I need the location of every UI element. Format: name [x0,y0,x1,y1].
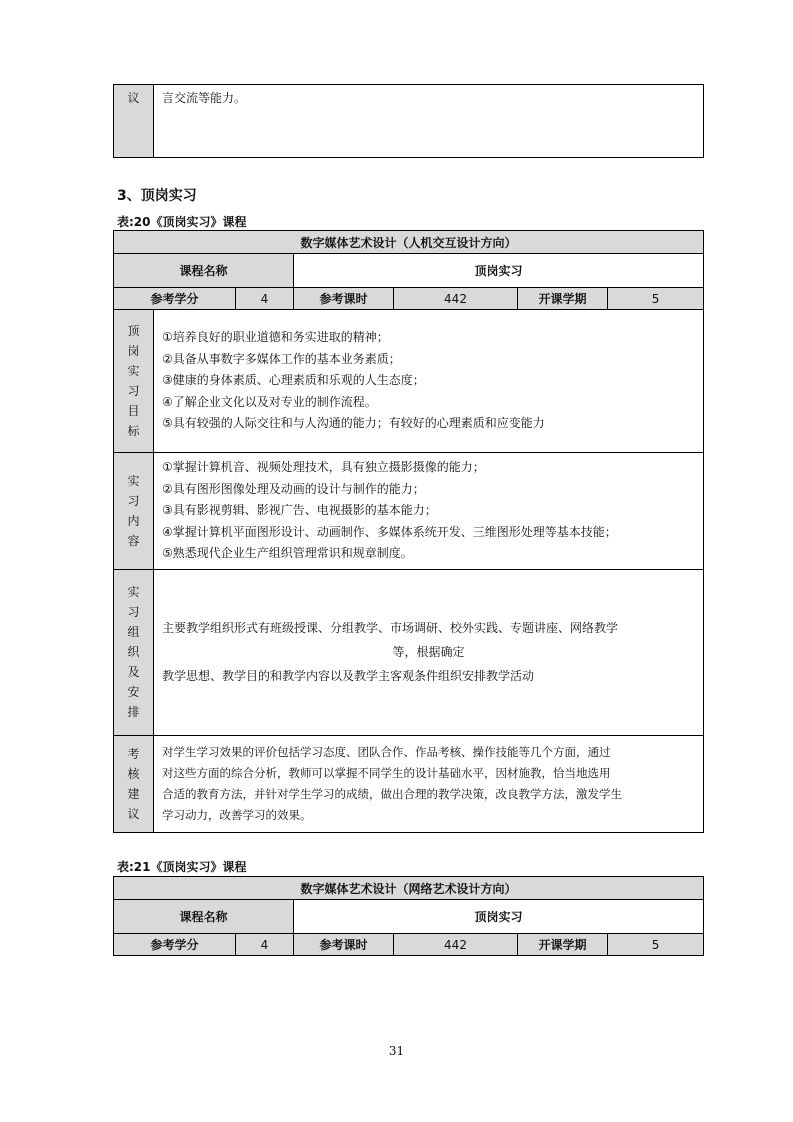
term-value: 5 [608,934,704,956]
term-label: 开课学期 [518,288,608,310]
org-content: 主要教学组织形式有班级授课、分组教学、市场调研、校外实践、专题讲座、网络教学 等，根据确定 教学思想、教学目的和教学内容以及教学主客观条件组织安排教学活动 [154,569,704,735]
credit-value: 4 [236,934,294,956]
goals-content: ①培养良好的职业道德和务实进取的精神； ②具备从事数字多媒体工作的基本业务素质； ③健康的身体素质、心理素质和乐观的人生态度； ④了解企业文化以及对专业的制作流程。 ⑤具有较强的人际交往和与人沟通的能力；有较好的心理素质和应变能力 [154,310,704,453]
course-name-label: 课程名称 [114,254,294,288]
section-heading: 3、顶岗实习 [117,188,197,204]
course-name-value: 顶岗实习 [294,900,704,934]
assess-label-tail: 议 [114,85,154,158]
credit-label: 参考学分 [114,288,236,310]
table20-caption: 表:20《顶岗实习》课程 [117,215,247,229]
content-label: 实 习 内 容 [114,453,154,570]
credit-label: 参考学分 [114,934,236,956]
hours-label: 参考课时 [294,288,394,310]
table20-title: 数字媒体艺术设计（人机交互设计方向） [114,231,704,254]
assess-content: 对学生学习效果的评价包括学习态度、团队合作、作品考核、操作技能等几个方面，通过 对这些方面的综合分析，教师可以掌握不同学生的设计基础水平，因材施教，恰当地选用 合适的教育方法，并针对学生学习的成绩，做出合理的教学决策，改良教学方法，激发学生 学习动力，改善学习的效果。 [154,735,704,832]
assess-label: 考 核 建 议 [114,735,154,832]
assess-text-tail: 言交流等能力。 [154,85,704,158]
table21 [113,876,704,956]
practice-content: ①掌握计算机音、视频处理技术，具有独立摄影摄像的能力； ②具有图形图像处理及动画的设计与制作的能力； ③具有影视剪辑、影视广告、电视摄影的基本能力； ④掌握计算机平面图形设计、动画制作、多媒体系统开发、三维图形处理等基本技能； ⑤熟悉现代企业生产组织管理常识和规章制度。 [154,453,704,570]
page-number: 31 [388,1044,405,1058]
table20 [113,230,704,833]
credit-value: 4 [236,288,294,310]
table21-title: 数字媒体艺术设计（网络艺术设计方向） [114,877,704,900]
course-name-label: 课程名称 [114,900,294,934]
course-name-value: 顶岗实习 [294,254,704,288]
goals-label: 顶 岗 实 习 目 标 [114,310,154,453]
term-value: 5 [608,288,704,310]
org-label: 实 习 组 织 及 安 排 [114,569,154,735]
hours-value: 442 [394,934,518,956]
hours-label: 参考课时 [294,934,394,956]
prev-table-fragment [113,84,704,158]
term-label: 开课学期 [518,934,608,956]
table21-caption: 表:21《顶岗实习》课程 [117,860,247,874]
hours-value: 442 [394,288,518,310]
